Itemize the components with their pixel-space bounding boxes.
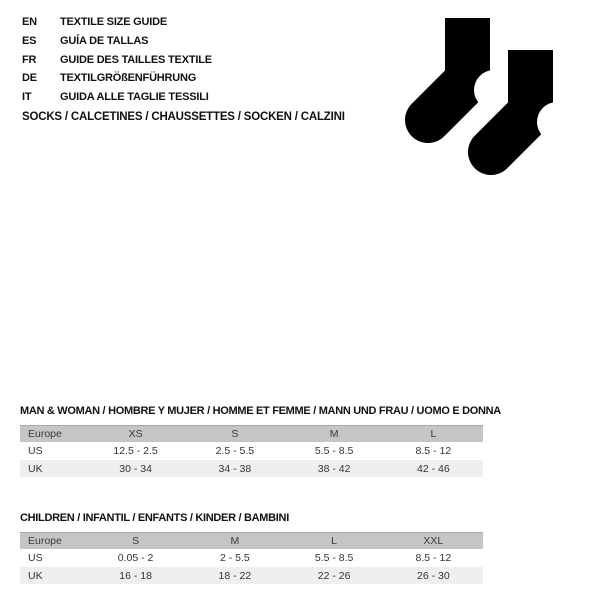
table-title: MAN & WOMAN / HOMBRE Y MUJER / HOMME ET FEMME / MANN UND FRAU / UOMO E DONNA [20,405,501,417]
table-row [20,459,483,477]
table-cell: 38 - 42 [284,459,383,477]
size-table-children [20,512,483,584]
table-cell: 2.5 - 5.5 [215,444,255,457]
table-cell: 42 - 46 [384,459,483,477]
socks-icon [390,0,600,190]
language-code: ES [22,35,37,48]
table-cell: 5.5 - 8.5 [314,551,354,564]
size-table-man-woman [20,405,501,477]
column-header: M [185,532,284,549]
table-header-row [20,532,483,549]
language-label: GUIDA ALLE TAGLIE TESSILI [60,91,209,104]
table-cell: 34 - 38 [185,459,284,477]
table-row [20,566,483,584]
table-cell: 12.5 - 2.5 [113,444,158,457]
language-code: FR [22,53,37,66]
table-cell: 18 - 22 [185,566,284,584]
table-cell: 8.5 - 12 [415,444,452,457]
table-title: CHILDREN / INFANTIL / ENFANTS / KINDER / BAMBINI [20,512,289,524]
table-row [20,549,483,566]
socks-icon-shapes [428,18,577,152]
language-label: TEXTILGRÖßENFÜHRUNG [60,72,197,85]
table-cell: 0.05 - 2 [117,551,154,564]
column-header: Europe [20,532,86,549]
row-label: UK [20,566,86,584]
table-cell: 26 - 30 [384,566,483,584]
row-label: US [28,551,43,564]
language-label: GUIDE DES TAILLES TEXTILE [60,53,212,66]
column-header: XXL [384,532,483,549]
row-label: US [28,444,43,457]
category-title: SOCKS / CALCETINES / CHAUSSETTES / SOCKEN / CALZINI [22,111,345,123]
language-code: EN [22,16,37,29]
column-header: S [185,425,284,442]
column-header: M [284,425,383,442]
column-header: Europe [20,425,86,442]
table-cell: 16 - 18 [86,566,185,584]
column-header: XS [86,425,185,442]
table-cell: 5.5 - 8.5 [314,444,354,457]
language-label: GUÍA DE TALLAS [60,35,149,48]
table-cell: 30 - 34 [86,459,185,477]
language-code: IT [22,91,32,104]
row-label: UK [20,459,86,477]
language-label: TEXTILE SIZE GUIDE [60,16,168,29]
column-header: L [384,425,483,442]
table-cell: 2 - 5.5 [219,551,250,564]
column-header: S [86,532,185,549]
language-list [22,13,212,106]
language-code: DE [22,72,37,85]
table-cell: 8.5 - 12 [415,551,452,564]
column-header: L [284,532,383,549]
table-header-row [20,425,483,442]
table-cell: 22 - 26 [284,566,383,584]
table-row [20,442,483,459]
